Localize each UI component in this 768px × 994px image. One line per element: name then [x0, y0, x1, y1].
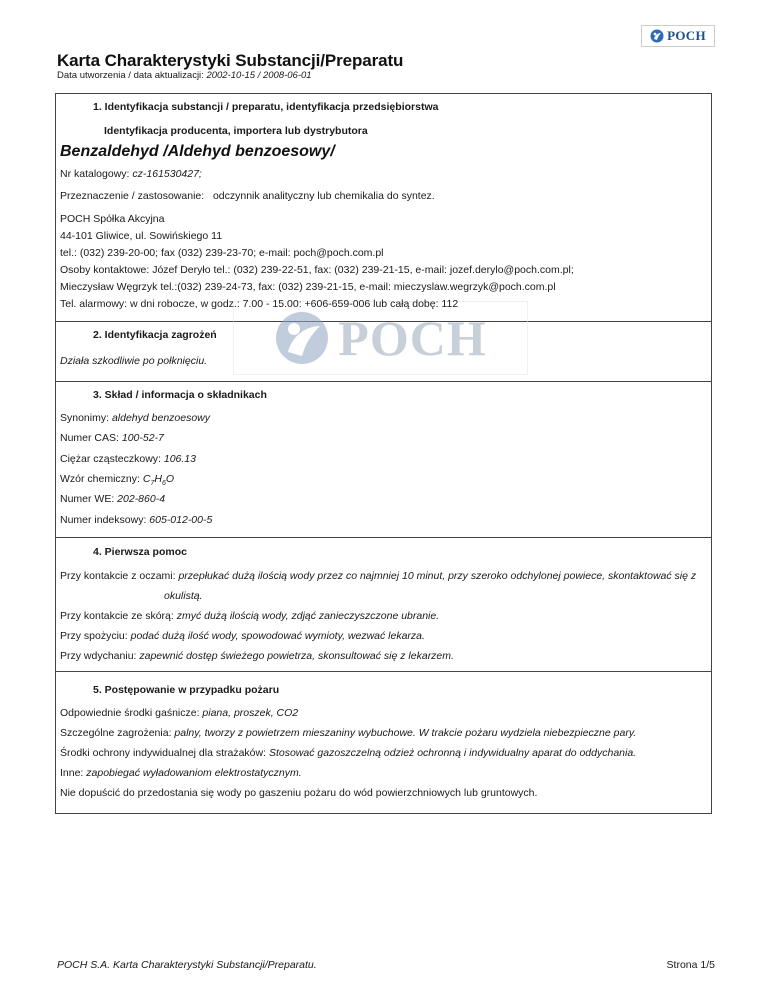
eyes-label: Przy kontakcie z oczami: — [60, 570, 179, 582]
purpose — [60, 190, 435, 202]
document-title: Karta Charakterystyki Substancji/Preparatu — [57, 51, 404, 70]
firefighter-ppe — [60, 747, 636, 759]
skin-label: Przy kontakcie ze skórą: — [60, 610, 177, 622]
product-name: Benzaldehyd /Aldehyd benzoesowy/ — [60, 143, 335, 160]
document-dates — [57, 70, 312, 81]
formula-o: O — [165, 473, 175, 485]
section3-heading: 3. Skład / informacja o składnikach — [93, 389, 267, 401]
formula-value — [142, 473, 175, 488]
other-measures — [60, 767, 302, 779]
eyes-value-cont: okulistą. — [164, 590, 203, 602]
formula-h-sub: 6 — [161, 480, 166, 488]
ppe-label: Środki ochrony indywidualnej dla strażaków: — [60, 747, 269, 759]
other-label: Inne: — [60, 767, 87, 779]
footer-page-number: Strona 1/5 — [666, 959, 715, 971]
section-divider — [55, 671, 712, 672]
agents-value: piana, proszek, CO2 — [202, 707, 299, 719]
we-value: 202-860-4 — [117, 493, 166, 505]
mw-value: 106.13 — [163, 453, 196, 465]
hazard-text: Działa szkodliwie po połknięciu. — [60, 355, 208, 367]
index-value: 605-012-00-5 — [149, 514, 213, 526]
formula-c: C — [142, 473, 151, 485]
company-line: Osoby kontaktowe: Józef Deryło tel.: (032) 239-22-51, fax: (032) 239-21-15, e-mail: jozef.derylo@poch.com.pl; — [60, 264, 574, 276]
section5-heading: 5. Postępowanie w przypadku pożaru — [93, 684, 280, 696]
dates-label: Data utworzenia / data aktualizacji: — [57, 70, 207, 81]
section-divider — [55, 381, 712, 382]
ingest-label: Przy spożyciu: — [60, 630, 131, 642]
catalog-label: Nr katalogowy: — [60, 168, 133, 180]
molecular-weight — [60, 453, 196, 465]
cas-label: Numer CAS: — [60, 432, 122, 444]
water-note: Nie dopuścić do przedostania się wody po gaszeniu pożaru do wód powierzchniowych lub gruntowych. — [60, 787, 538, 799]
footer-document-name: POCH S.A. Karta Charakterystyki Substancji/Preparatu. — [57, 959, 317, 971]
company-line: 44-101 Gliwice, ul. Sowińskiego 11 — [60, 230, 223, 242]
special-hazards — [60, 727, 636, 739]
section1-subheading: Identyfikacja producenta, importera lub dystrybutora — [104, 125, 368, 137]
section-divider — [55, 537, 712, 538]
watermark-text: POCH — [338, 310, 487, 366]
ppe-value: Stosować gazoszczelną odzież ochronną i indywidualny aparat do oddychania. — [268, 747, 637, 759]
dates-value: 2002-10-15 / 2008-06-01 — [206, 70, 312, 81]
poch-watermark — [233, 301, 528, 375]
eyes-value: przepłukać dużą ilością wody przez co najmniej 10 minut, przy szeroko odchylonej powiece, skontaktować się z — [178, 570, 697, 582]
logo-text: POCH — [667, 28, 706, 43]
formula-h: H — [154, 473, 162, 485]
hazards-label: Szczególne zagrożenia: — [60, 727, 175, 739]
hazards-value: palny, tworzy z powietrzem mieszaniny wybuchowe. W trakcie pożaru wydziela niebezpieczne pary. — [174, 727, 637, 739]
first-aid-eyes — [60, 570, 696, 582]
index-label: Numer indeksowy: — [60, 514, 150, 526]
poch-watermark-emblem-icon — [274, 310, 330, 366]
first-aid-skin — [60, 610, 439, 622]
extinguishing-agents — [60, 707, 298, 719]
purpose-label: Przeznaczenie / zastosowanie: — [60, 190, 205, 202]
formula-label: Wzór chemiczny: — [60, 473, 143, 485]
company-line: tel.: (032) 239-20-00; fax (032) 239-23-70; e-mail: poch@poch.com.pl — [60, 247, 384, 259]
section2-heading: 2. Identyfikacja zagrożeń — [93, 329, 217, 341]
inhale-label: Przy wdychaniu: — [60, 650, 140, 662]
other-value: zapobiegać wyładowaniom elektrostatycznym. — [86, 767, 302, 779]
synonyms — [60, 412, 210, 424]
company-line: Tel. alarmowy: w dni robocze, w godz.: 7.00 - 15.00: +606-659-006 lub całą dobę: 112 — [60, 298, 459, 310]
poch-logo — [641, 25, 715, 47]
agents-label: Odpowiednie środki gaśnicze: — [60, 707, 203, 719]
synonyms-value: aldehyd benzoesowy — [111, 412, 211, 424]
inhale-value: zapewnić dostęp świeżego powietrza, skonsultować się z lekarzem. — [139, 650, 454, 662]
ingest-value: podać dużą ilość wody, spowodować wymioty, wezwać lekarza. — [130, 630, 425, 642]
first-aid-ingestion — [60, 630, 425, 642]
we-label: Numer WE: — [60, 493, 118, 505]
mw-label: Ciężar cząsteczkowy: — [60, 453, 164, 465]
index-number — [60, 514, 212, 526]
synonyms-label: Synonimy: — [60, 412, 112, 424]
company-line: POCH Spółka Akcyjna — [60, 213, 165, 225]
section1-heading: 1. Identyfikacja substancji / preparatu, identyfikacja przedsiębiorstwa — [93, 101, 439, 113]
catalog-number — [60, 168, 202, 180]
formula-c-sub: 7 — [150, 480, 155, 488]
first-aid-inhalation — [60, 650, 454, 662]
we-number — [60, 493, 165, 505]
section4-heading: 4. Pierwsza pomoc — [93, 546, 187, 558]
cas-value: 100-52-7 — [121, 432, 164, 444]
poch-emblem-icon — [650, 29, 664, 43]
purpose-value: odczynnik analityczny lub chemikalia do syntez. — [212, 190, 435, 202]
catalog-value: cz-161530427; — [132, 168, 202, 180]
skin-value: zmyć dużą ilością wody, zdjąć zanieczyszczone ubranie. — [176, 610, 440, 622]
chemical-formula — [60, 473, 174, 487]
cas-number — [60, 432, 164, 444]
company-line: Mieczysław Węgrzyk tel.:(032) 239-24-73, fax: (032) 239-21-15, e-mail: mieczyslaw.wegrzyk@poch.com.pl — [60, 281, 556, 293]
